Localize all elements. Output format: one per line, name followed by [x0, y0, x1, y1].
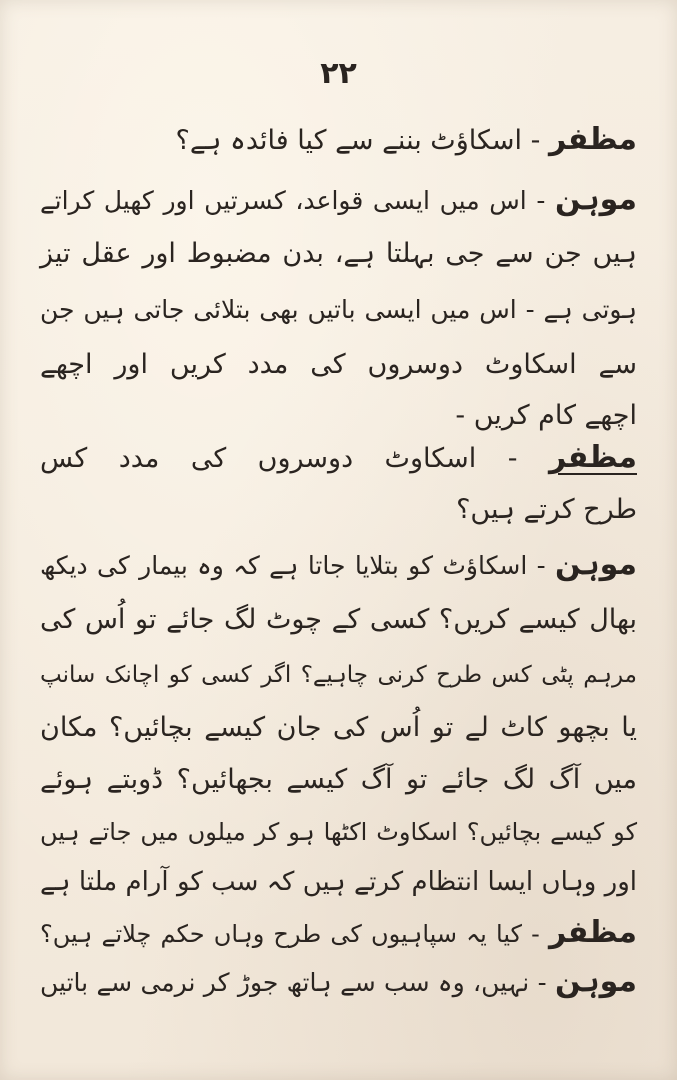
- text-line: [40, 180, 637, 221]
- text-line: [40, 290, 637, 330]
- line-text: - کیا یہ سپاہیوں کی طرح وہاں حکم چلاتے ہیں؟: [40, 920, 549, 948]
- text-line: [40, 812, 637, 852]
- text-line: [40, 600, 637, 640]
- line-text: اور وہاں ایسا انتظام کرتے ہیں کہ سب کو آرام ملتا ہے: [40, 867, 637, 897]
- line-text: طرح کرتے ہیں؟: [456, 494, 637, 525]
- text-line: [40, 913, 637, 954]
- line-text: ہیں جن سے جی بہلتا ہے، بدن مضبوط اور عقل تیز: [40, 238, 637, 269]
- speaker-name: موہن: [555, 547, 637, 582]
- speaker-name: موہن: [555, 964, 637, 999]
- line-text: یا بچھو کاٹ لے تو اُس کی جان کیسے بچائیں؟ مکان: [40, 712, 637, 743]
- line-text: - اسکاؤٹ بننے سے کیا فائدہ ہے؟: [175, 125, 549, 156]
- text-line: [40, 438, 637, 479]
- text-line: [40, 655, 637, 695]
- line-text: - اسکاوٹ دوسروں کی مدد کس: [40, 443, 549, 474]
- line-text: - اسکاؤٹ کو بتلایا جاتا ہے کہ وہ بیمار کی دیکھ: [40, 551, 556, 580]
- text-line: [40, 962, 637, 1003]
- line-text: - اس میں ایسی قواعد، کسرتیں اور کھیل کراتے: [40, 186, 556, 215]
- text-line: [40, 345, 637, 385]
- line-text: میں آگ لگ جائے تو آگ کیسے بجھائیں؟ ڈوبتے ہوئے: [40, 764, 637, 795]
- speaker-name: مظفر: [548, 915, 637, 950]
- line-text: ہوتی ہے - اس میں ایسی باتیں بھی بتلائی جاتی ہیں جن: [40, 295, 637, 324]
- text-line: [40, 545, 637, 586]
- text-line: [40, 760, 637, 800]
- speaker-name: مظفر: [548, 440, 637, 475]
- speaker-name: مظفر: [548, 122, 637, 157]
- text-line: [456, 490, 637, 530]
- text-line: [455, 396, 637, 436]
- text-line: [40, 708, 637, 748]
- line-text: مرہم پٹی کس طرح کرنی چاہیے؟ اگر کسی کو اچانک سانپ: [40, 662, 637, 688]
- line-text: اچھے کام کریں -: [455, 400, 637, 431]
- page-number: ۲۲: [320, 56, 357, 91]
- text-line: [40, 234, 637, 274]
- line-text: سے اسکاوٹ دوسروں کی مدد کریں اور اچھے: [40, 349, 637, 380]
- line-text: کو کیسے بچائیں؟ اسکاوٹ اکٹھا ہو کر میلوں میں جاتے ہیں: [40, 818, 637, 846]
- speaker-name: موہن: [555, 182, 637, 217]
- line-text: بھال کیسے کریں؟ کسی کے چوٹ لگ جائے تو اُس کی: [40, 604, 637, 635]
- text-line: [40, 862, 637, 902]
- text-line: [175, 120, 637, 161]
- line-text: - نہیں، وہ سب سے ہاتھ جوڑ کر نرمی سے باتیں: [40, 968, 556, 997]
